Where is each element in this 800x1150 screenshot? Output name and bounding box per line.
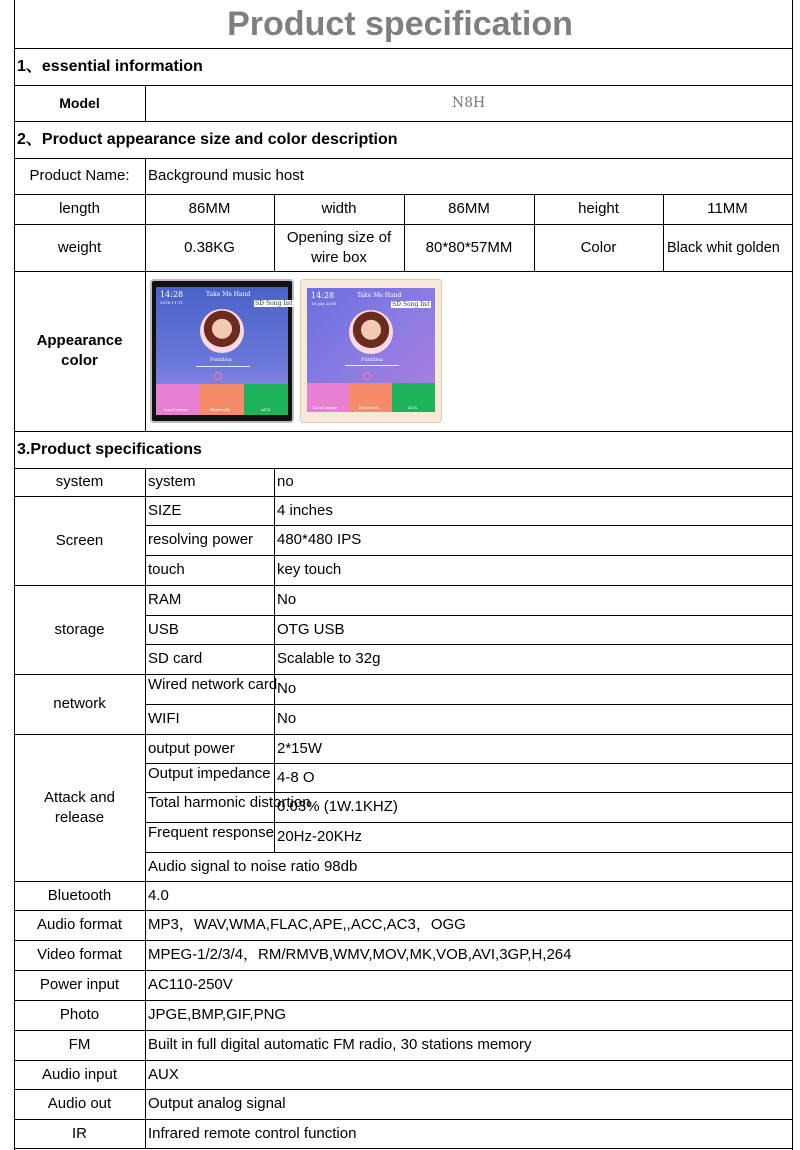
spec-screen-label: Screen (55, 531, 104, 549)
progress-bar (196, 366, 250, 367)
spec-attack-value: 0.03% (1W.1KHZ) (277, 798, 398, 815)
tile-local-music: Local music (156, 384, 200, 415)
spec-value: Output analog signal (148, 1095, 286, 1112)
tile-aux: AUX (244, 384, 288, 415)
spec-value: Infrared remote control function (148, 1124, 357, 1142)
weight-value: 0.38KG (184, 238, 235, 256)
device-time: 14:28 (311, 291, 335, 300)
product-name-value: Background music host (148, 167, 304, 184)
model-label: Model (59, 95, 100, 111)
section-heading-specs: 3.Product specifications (17, 440, 202, 458)
height-label: height (578, 200, 619, 217)
spec-system-value: no (277, 473, 294, 490)
length-value: 86MM (188, 200, 231, 217)
spec-attack-sub: output power (148, 739, 235, 757)
device-date: 2016-11-11 (160, 300, 184, 305)
device-image-black (150, 279, 294, 423)
spec-value: AC110-250V (148, 976, 233, 993)
spec-value: JPGE,BMP,GIF,PNG (148, 1006, 287, 1023)
spec-attack-sub: Output impedance (148, 765, 271, 782)
device-screen (156, 287, 293, 415)
product-name-label: Product Name: (29, 167, 130, 184)
opening-size-value: 80*80*57MM (425, 238, 513, 256)
spec-storage-sub: USB (148, 620, 179, 638)
spec-label: Video format (37, 946, 122, 963)
spec-system-sub: system (148, 473, 196, 490)
weight-label: weight (57, 238, 102, 256)
opening-size-label: Opening size of wire box (286, 228, 392, 266)
spec-attack-value: 2*15W (277, 739, 323, 757)
spec-value: AUX (148, 1065, 179, 1083)
progress-bar (345, 365, 399, 366)
spec-label: Audio format (36, 916, 123, 933)
spec-attack-label: Attack and release (44, 788, 115, 826)
device-sd-badge: SD (255, 300, 264, 307)
spec-label: Photo (59, 1006, 100, 1023)
length-label: length (59, 200, 100, 217)
spec-network-value: No (277, 680, 297, 697)
spec-label: Bluetooth (47, 886, 112, 904)
spec-screen-sub: resolving power (148, 531, 254, 548)
spec-label: Audio input (41, 1065, 118, 1083)
spec-attack-sub: Frequent response (148, 824, 274, 841)
spec-network-value: No (277, 710, 297, 727)
spec-label: Power input (39, 976, 120, 993)
spec-screen-value: key touch (277, 561, 342, 578)
model-value: N8H (451, 95, 486, 111)
section-heading-essential: 1、essential information (17, 57, 203, 75)
spec-network-sub: Wired network card (148, 676, 278, 693)
album-art (349, 310, 393, 354)
device-song: Take Me Hand (357, 292, 402, 299)
spec-value: MPEG-1/2/3/4，RM/RMVB,WMV,MOV,MK,VOB,AVI,3GP,H,264 (148, 946, 572, 963)
color-label: Color (580, 238, 617, 256)
spec-system-label: system (55, 473, 104, 490)
spec-screen-value: 480*480 IPS (277, 531, 362, 548)
spec-storage-value: No (277, 591, 297, 608)
spec-attack-sub: Total harmonic distortion (148, 794, 311, 811)
spec-label: Audio out (47, 1095, 112, 1112)
height-value: 11MM (707, 200, 748, 217)
spec-screen-value: 4 inches (277, 501, 333, 519)
spec-storage-sub: RAM (148, 591, 182, 608)
width-label: width (321, 200, 357, 217)
spec-storage-value: OTG USB (277, 620, 345, 638)
device-singer: Fimlilisa (361, 357, 383, 363)
spec-label: FM (68, 1036, 91, 1053)
play-icon (214, 372, 222, 380)
device-songlist-badge: Song list (403, 301, 430, 308)
section-heading-appearance: 2、Product appearance size and color description (17, 130, 398, 148)
spec-network-label: network (53, 695, 106, 712)
page-title: Product specification (227, 4, 573, 43)
album-art (200, 309, 244, 353)
color-value: Black whit golden (667, 239, 780, 256)
device-date: 16 july 2016 (311, 301, 337, 306)
spec-storage-sub: SD card (148, 650, 203, 667)
spec-attack-value: 4-8 O (277, 768, 315, 786)
spec-screen-sub: touch (148, 561, 185, 578)
spec-storage-label: storage (54, 620, 105, 638)
spec-value: Built in full digital automatic FM radio, 30 stations memory (148, 1036, 532, 1053)
spec-label: IR (72, 1124, 87, 1142)
spec-storage-value: Scalable to 32g (277, 650, 381, 667)
spec-value: MP3，WAV,WMA,FLAC,APE,,ACC,AC3，OGG (148, 916, 466, 933)
device-time: 14:28 (160, 290, 184, 299)
device-image-golden (300, 279, 442, 423)
tile-bluetooth: Bluetooth (349, 383, 392, 412)
spec-snr: Audio signal to noise ratio 98db (148, 857, 358, 875)
device-screen (307, 288, 435, 412)
tile-bluetooth: Bluetooth (200, 384, 244, 415)
device-singer: Fimlilisa (210, 357, 232, 363)
tile-aux: AUX (392, 383, 435, 412)
spec-network-sub: WIFI (148, 710, 180, 727)
device-songlist-badge: Song list (266, 300, 293, 307)
appearance-color-label: Appearance color (36, 332, 123, 369)
spec-screen-sub: SIZE (148, 501, 182, 519)
device-song: Take Me Hand (206, 291, 251, 298)
play-icon (363, 372, 371, 380)
width-value: 86MM (448, 200, 490, 217)
spec-attack-value: 20Hz-20KHz (277, 828, 363, 845)
device-sd-badge: SD (392, 301, 401, 308)
spec-value: 4.0 (148, 886, 169, 904)
tile-local-music: Local music (307, 383, 349, 412)
